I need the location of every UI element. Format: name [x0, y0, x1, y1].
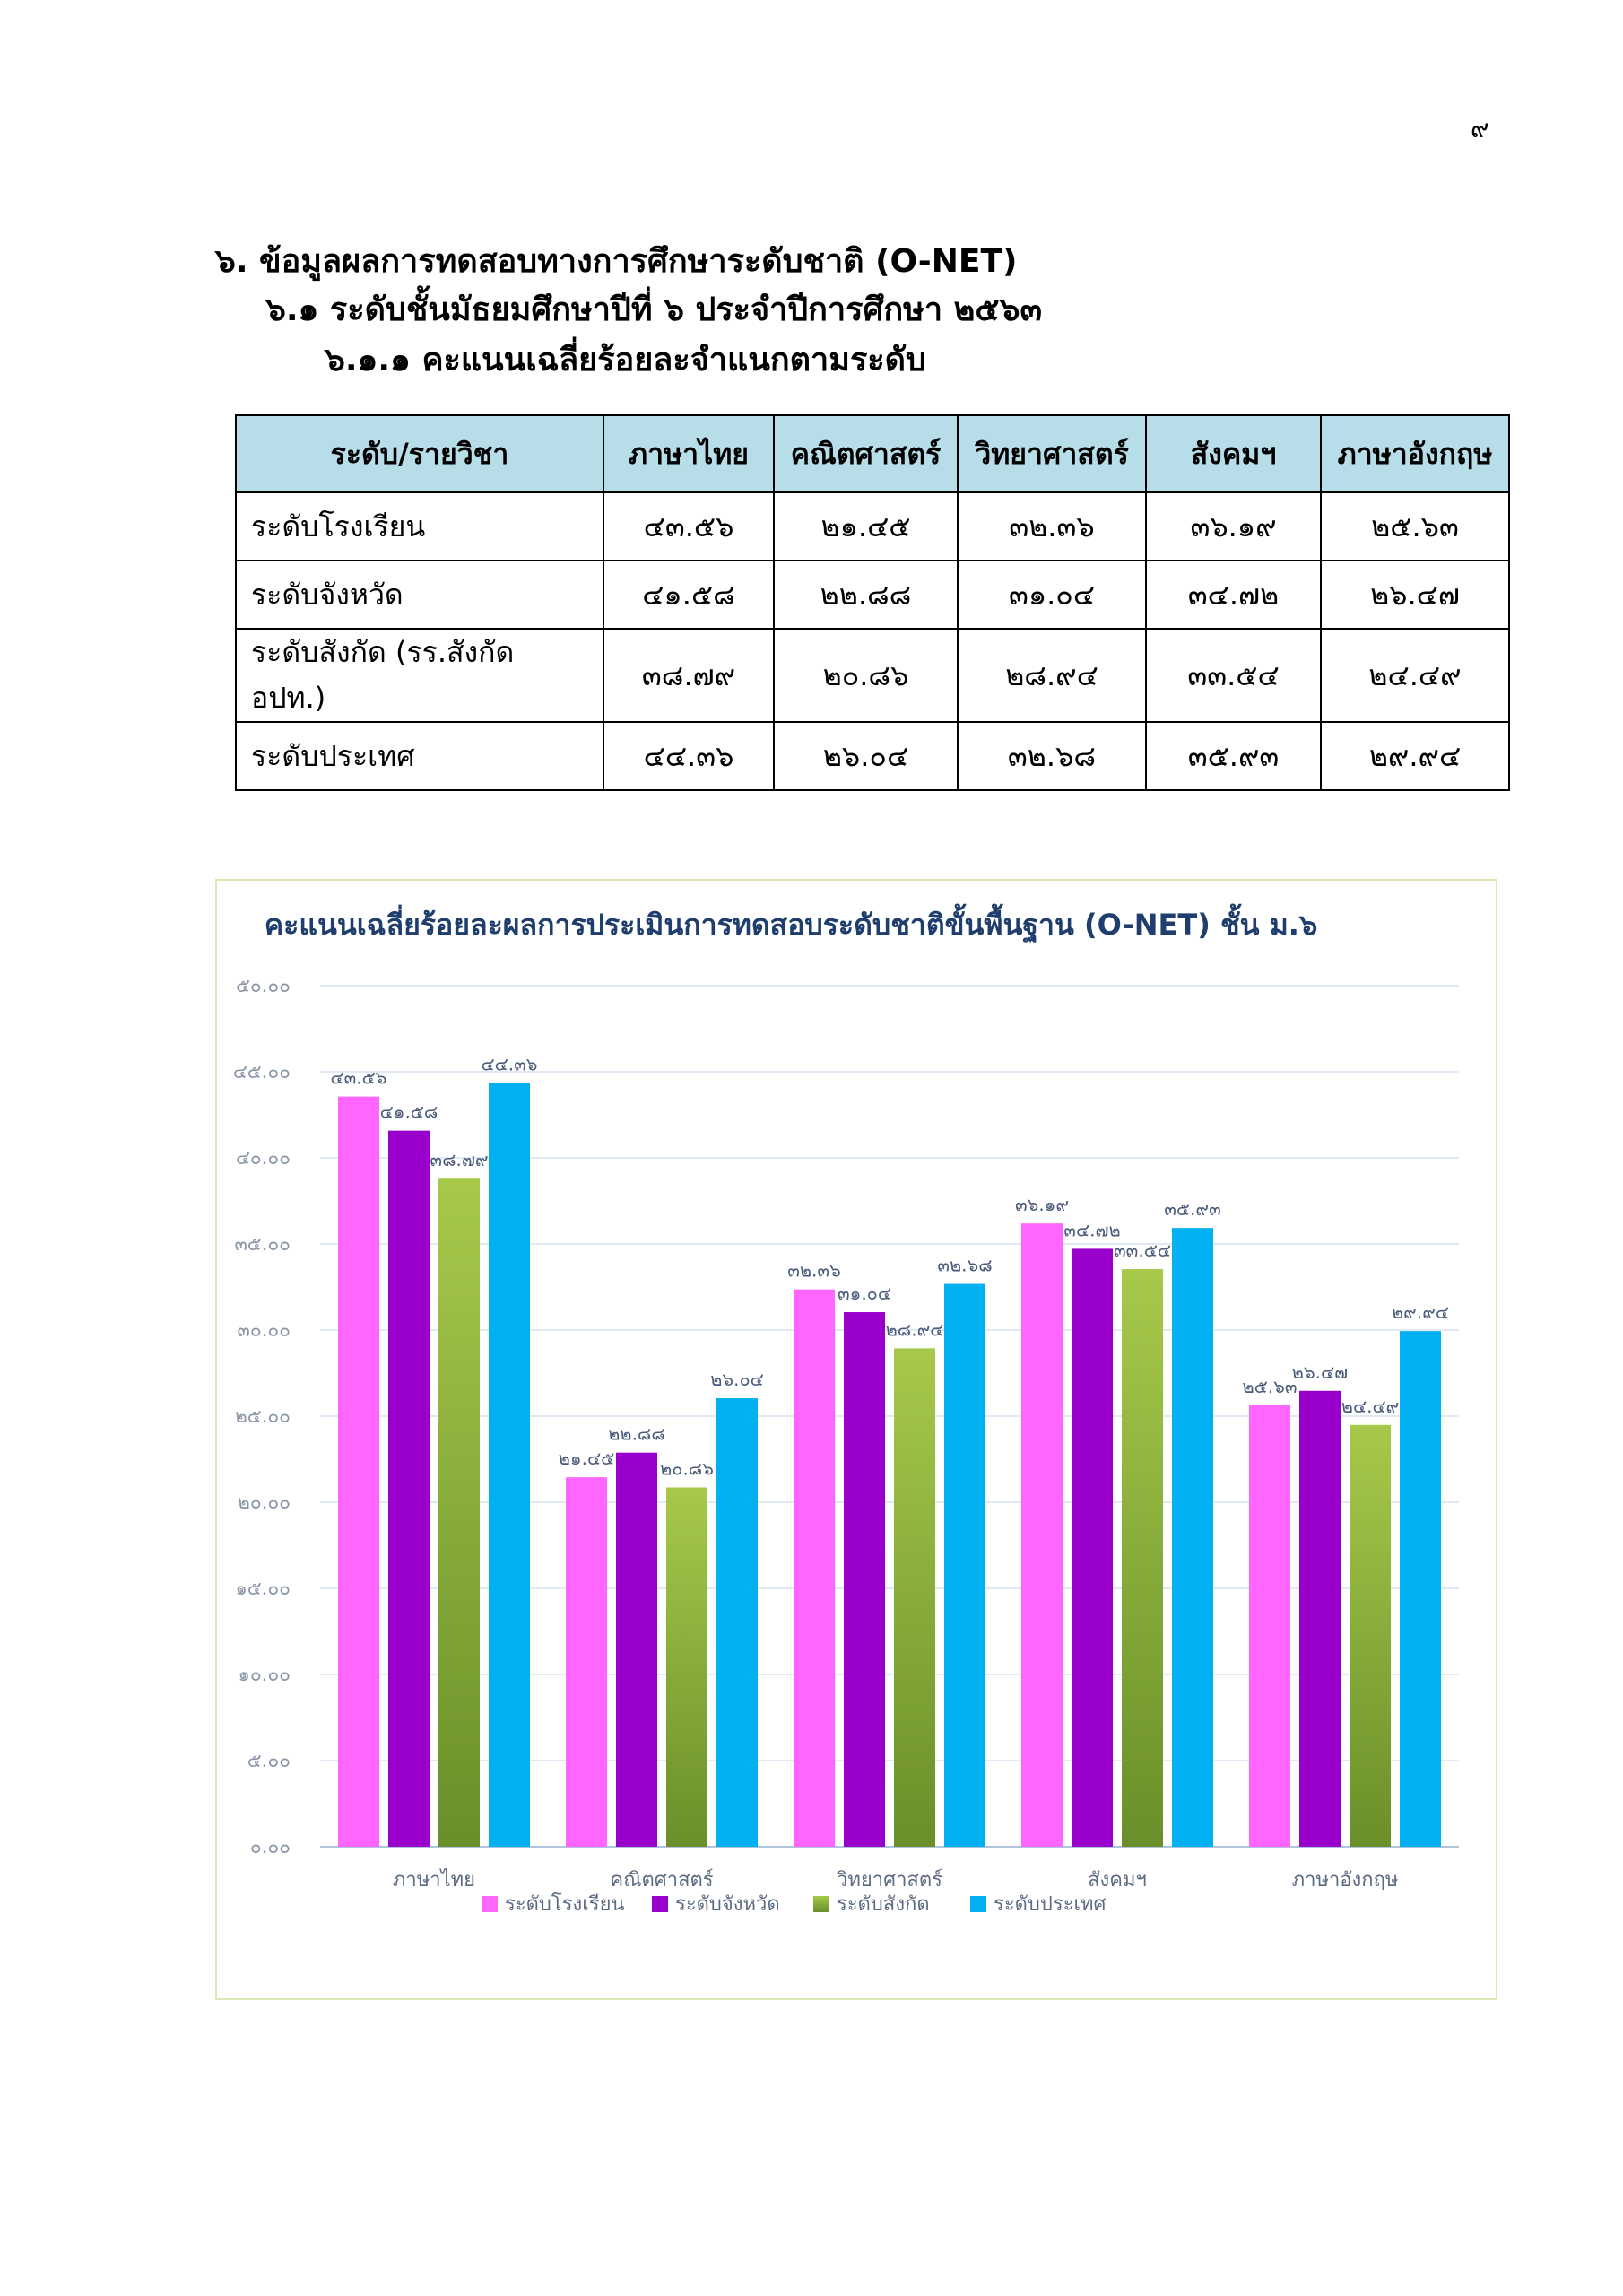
table-cell: ๒๑.๔๕	[774, 492, 958, 561]
bar	[716, 1398, 758, 1847]
y-tick-label: ๑๐.๐๐	[238, 1664, 291, 1685]
table-cell: ๓๖.๑๙	[1146, 492, 1321, 561]
table-cell: ๒๒.๘๘	[774, 561, 958, 629]
header-cell: ระดับ/รายวิชา	[236, 415, 603, 492]
header-cell: ภาษาอังกฤษ	[1321, 415, 1509, 492]
table-cell: ๒๕.๖๓	[1321, 492, 1509, 561]
table-row	[236, 722, 1509, 790]
bar	[616, 1453, 657, 1847]
data-label: ๒๘.๙๔	[885, 1318, 944, 1341]
data-label: ๓๖.๑๙	[1014, 1194, 1070, 1216]
table-cell: ๔๑.๕๘	[603, 561, 774, 629]
x-tick-label: ภาษาไทย	[392, 1869, 476, 1892]
legend-label: ระดับจังหวัด	[675, 1893, 780, 1916]
table-cell: ๔๔.๓๖	[603, 722, 774, 790]
legend-label: ระดับประเทศ	[994, 1893, 1107, 1916]
table-row	[236, 561, 1509, 629]
table-cell: ๓๒.๓๖	[958, 492, 1146, 561]
table-cell: ๔๓.๕๖	[603, 492, 774, 561]
table-cell: ๒๙.๙๔	[1321, 722, 1509, 790]
table-cell: ๓๘.๗๙	[603, 629, 774, 722]
data-label: ๓๔.๗๒	[1063, 1219, 1121, 1241]
chart-title: คะแนนเฉลี่ยร้อยละผลการประเมินการทดสอบระดับชาติขั้นพื้นฐาน (O-NET) ชั้น ม.๖	[264, 908, 1318, 942]
y-tick-label: ๔๕.๐๐	[232, 1061, 291, 1083]
bar	[566, 1477, 607, 1847]
bar	[844, 1312, 885, 1847]
bar	[666, 1487, 707, 1847]
bar	[1122, 1269, 1163, 1847]
data-label: ๔๔.๓๖	[481, 1053, 538, 1075]
bar	[1072, 1248, 1113, 1847]
table-cell: ๒๔.๔๙	[1321, 629, 1509, 722]
y-tick-label: ๑๕.๐๐	[235, 1578, 291, 1599]
x-tick-label: วิทยาศาสตร์	[837, 1869, 942, 1892]
table-cell: ๒๐.๘๖	[774, 629, 958, 722]
y-tick-label: ๒๕.๐๐	[234, 1405, 291, 1427]
bar	[489, 1083, 530, 1847]
page-number: ๙	[1471, 114, 1489, 144]
bar	[1400, 1331, 1441, 1847]
row-label: ระดับประเทศ	[236, 722, 603, 790]
legend-label: ระดับสังกัด	[837, 1893, 930, 1916]
table-row	[236, 629, 1509, 722]
table-cell: ๒๖.๐๔	[774, 722, 958, 790]
onet-score-table	[235, 414, 1510, 791]
y-tick-label: ๒๐.๐๐	[238, 1492, 291, 1513]
bar	[1249, 1405, 1290, 1847]
table-header-row	[236, 415, 1509, 492]
data-label: ๓๒.๖๘	[937, 1254, 993, 1276]
bar	[944, 1284, 985, 1847]
data-label: ๓๒.๓๖	[787, 1259, 841, 1282]
bar	[388, 1131, 430, 1847]
data-label: ๔๓.๕๖	[330, 1066, 387, 1089]
header-cell: ภาษาไทย	[603, 415, 774, 492]
legend-swatch	[970, 1896, 986, 1912]
bar	[1172, 1228, 1213, 1847]
table-row	[236, 492, 1509, 561]
y-tick-label: ๓๕.๐๐	[234, 1233, 291, 1255]
subsection-heading: ๖.๑ ระดับชั้นมัธยมศึกษาปีที่ ๖ ประจำปีการศึกษา ๒๕๖๓	[265, 291, 1043, 328]
data-label: ๒๑.๔๕	[558, 1448, 615, 1470]
table-cell: ๓๑.๐๔	[958, 561, 1146, 629]
legend-swatch	[813, 1896, 829, 1912]
legend-label: ระดับโรงเรียน	[505, 1893, 625, 1916]
data-label: ๔๑.๕๘	[379, 1100, 438, 1123]
row-label: ระดับสังกัด (รร.สังกัด อปท.)	[236, 629, 603, 722]
row-label: ระดับโรงเรียน	[236, 492, 603, 561]
y-tick-label: ๐.๐๐	[249, 1836, 291, 1857]
y-tick-label: ๕.๐๐	[247, 1750, 291, 1771]
subsubsection-heading: ๖.๑.๑ คะแนนเฉลี่ยร้อยละจำแนกตามระดับ	[325, 342, 926, 378]
header-cell: คณิตศาสตร์	[774, 415, 958, 492]
y-tick-label: ๓๐.๐๐	[237, 1319, 291, 1341]
data-label: ๒๒.๘๘	[608, 1422, 665, 1445]
table-cell: ๒๘.๙๔	[958, 629, 1146, 722]
bar	[1350, 1425, 1391, 1847]
table-cell: ๓๔.๗๒	[1146, 561, 1321, 629]
bar	[438, 1178, 480, 1847]
y-tick-label: ๔๐.๐๐	[235, 1147, 291, 1169]
data-label: ๓๘.๗๙	[430, 1149, 489, 1171]
legend-swatch	[482, 1896, 498, 1912]
x-tick-label: สังคมฯ	[1088, 1869, 1147, 1892]
data-label: ๒๐.๘๖	[660, 1457, 714, 1480]
row-label: ระดับจังหวัด	[236, 561, 603, 629]
data-label: ๓๑.๐๔	[837, 1283, 892, 1305]
data-label: ๓๕.๙๓	[1164, 1198, 1221, 1221]
legend-swatch	[652, 1896, 668, 1912]
onet-bar-chart	[217, 881, 1499, 2002]
chart-frame	[215, 879, 1497, 2000]
data-label: ๒๙.๙๔	[1392, 1301, 1449, 1324]
table-cell: ๓๒.๖๘	[958, 722, 1146, 790]
data-label: ๒๖.๔๗	[1291, 1361, 1349, 1383]
data-label: ๒๕.๖๓	[1242, 1375, 1298, 1397]
y-tick-label: ๕๐.๐๐	[235, 975, 291, 996]
section-heading: ๖. ข้อมูลผลการทดสอบทางการศึกษาระดับชาติ (O-NET)	[215, 243, 1018, 280]
bar	[1299, 1391, 1341, 1847]
bar	[338, 1097, 379, 1847]
x-tick-label: คณิตศาสตร์	[610, 1869, 714, 1892]
table-cell: ๓๓.๕๔	[1146, 629, 1321, 722]
x-tick-label: ภาษาอังกฤษ	[1291, 1869, 1399, 1892]
data-label: ๒๖.๐๔	[710, 1369, 764, 1391]
bar	[894, 1348, 935, 1847]
bar	[1021, 1223, 1063, 1847]
header-cell: วิทยาศาสตร์	[958, 415, 1146, 492]
table-cell: ๒๖.๔๗	[1321, 561, 1509, 629]
header-cell: สังคมฯ	[1146, 415, 1321, 492]
table-cell: ๓๕.๙๓	[1146, 722, 1321, 790]
bar	[794, 1290, 835, 1847]
data-label: ๓๓.๕๔	[1114, 1239, 1171, 1262]
data-label: ๒๔.๔๙	[1341, 1395, 1400, 1417]
